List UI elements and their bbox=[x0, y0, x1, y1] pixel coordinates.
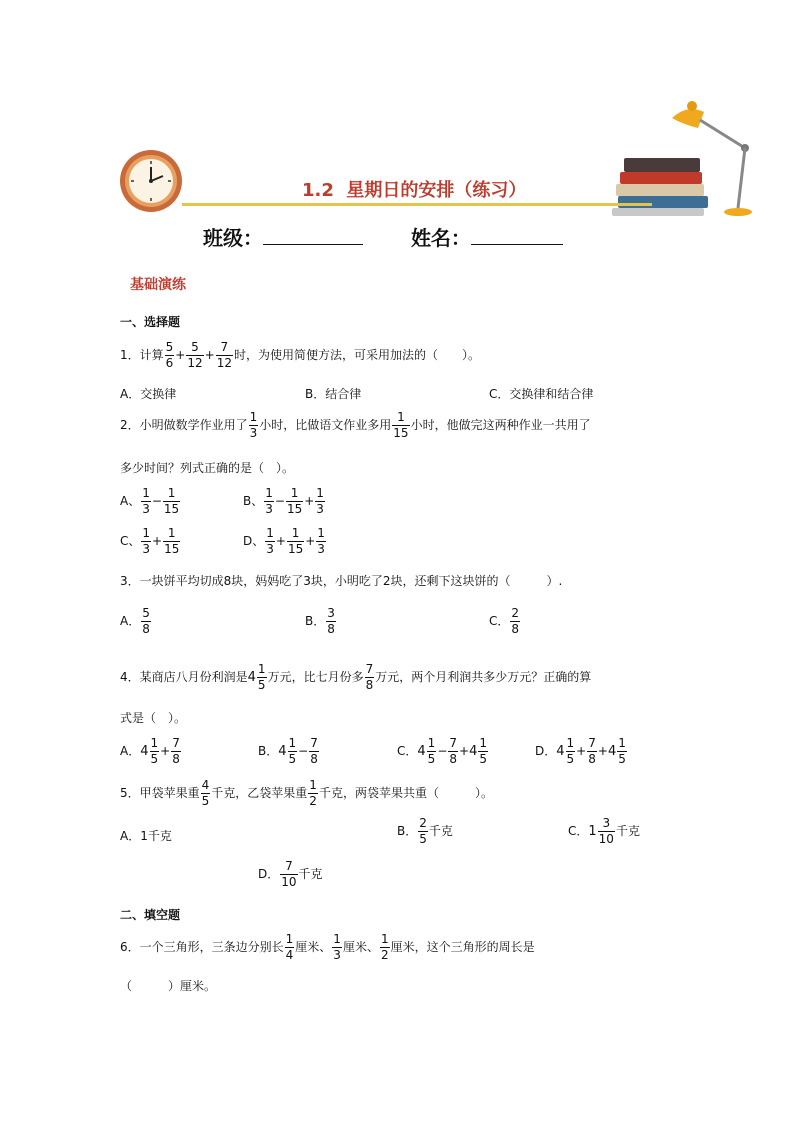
q5-option-a[interactable]: A．1千克 bbox=[120, 829, 172, 843]
class-name-row bbox=[203, 222, 563, 251]
q6-stem: 6．一个三角形，三条边分别长 $\frac{1}{4}$ 厘米、 $\frac{1}{3}$ 厘米、 $\frac{1}{2}$ 厘米，这个三角形的周长是 bbox=[120, 932, 535, 962]
q2-option-c[interactable]: C、 $\frac{1}{3}$ + $\frac{1}{15}$ bbox=[120, 526, 180, 556]
q2-stem: 2．小明做数学作业用了 $\frac{1}{3}$ 小时，比做语文作业多用 $\frac{1}{15}$ 小时，他做完这两种作业一共用了 bbox=[120, 410, 591, 440]
title-underline bbox=[182, 203, 652, 206]
q1-option-b[interactable]: B．结合律 bbox=[305, 387, 362, 401]
q4-option-c[interactable]: C． 4 1 5 − $\frac{7}{8}$ + 4 1 5 bbox=[397, 736, 487, 766]
q2-option-d[interactable]: D、 $\frac{1}{3}$ + $\frac{1}{15}$ + $\frac{1}{3}$ bbox=[243, 526, 325, 556]
q2-stem-line2: 多少时间？列式正确的是（ ）。 bbox=[120, 461, 295, 475]
q4-option-b[interactable]: B． 4 1 5 − $\frac{7}{8}$ bbox=[258, 736, 318, 766]
q1-option-c[interactable]: C．交换律和结合律 bbox=[489, 387, 594, 401]
q2-option-a[interactable]: A、 $\frac{1}{3}$ − $\frac{1}{15}$ bbox=[120, 486, 180, 516]
class-label: 班级： bbox=[203, 226, 263, 250]
name-label: 姓名： bbox=[410, 226, 471, 250]
name-blank[interactable] bbox=[471, 228, 563, 245]
q5-stem: 5．甲袋苹果重 $\frac{4}{5}$ 千克，乙袋苹果重 $\frac{1}{2}$ 千克，两袋苹果共重（ ）。 bbox=[120, 778, 493, 808]
q6-answer-line[interactable]: （ ）厘米。 bbox=[120, 979, 217, 993]
q3-option-c[interactable]: C． $\frac{2}{8}$ bbox=[489, 606, 520, 636]
section-fill: 二、填空题 bbox=[120, 908, 181, 922]
q2-option-b[interactable]: B、 $\frac{1}{3}$ − $\frac{1}{15}$ + $\frac{1}{3}$ bbox=[243, 486, 324, 516]
q5-option-d[interactable]: D． $\frac{7}{10}$ 千克 bbox=[258, 859, 323, 889]
q3-option-a[interactable]: A． $\frac{5}{8}$ bbox=[120, 606, 150, 636]
q4-stem-line2: 式是（ ）。 bbox=[120, 711, 187, 725]
q5-option-c[interactable]: C． 1 3 10 千克 bbox=[568, 816, 640, 846]
books-lamp-icon bbox=[612, 96, 762, 220]
page-title: 1.2 星期日的安排（练习） bbox=[302, 180, 527, 201]
q4-stem: 4．某商店八月份利润是 4 1 5 万元，比七月份多 $\frac{7}{8}$ 万元，两个月利润共多少万元？正确的算 bbox=[120, 662, 592, 692]
section-choice: 一、选择题 bbox=[120, 315, 181, 329]
q3-option-b[interactable]: B． $\frac{3}{8}$ bbox=[305, 606, 335, 636]
q4-option-a[interactable]: A． 4 1 5 + $\frac{7}{8}$ bbox=[120, 736, 180, 766]
q1-option-a[interactable]: A．交换律 bbox=[120, 387, 177, 401]
clock-icon bbox=[118, 148, 184, 214]
section-basic: 基础演练 bbox=[130, 277, 186, 293]
q1-stem: 1．计算 $\frac{5}{6}$ + $\frac{5}{12}$ + $\frac{7}{12}$ 时，为使用简便方法，可采用加法的（ ）。 bbox=[120, 340, 480, 370]
q4-option-d[interactable]: D． 4 1 5 + $\frac{7}{8}$ + 4 1 5 bbox=[535, 736, 626, 766]
class-blank[interactable] bbox=[263, 228, 363, 245]
q5-option-b[interactable]: B． $\frac{2}{5}$ 千克 bbox=[397, 816, 453, 846]
q3-stem: 3．一块饼平均切成8块，妈妈吃了3块，小明吃了2块，还剩下这块饼的（ ）. bbox=[120, 574, 563, 588]
